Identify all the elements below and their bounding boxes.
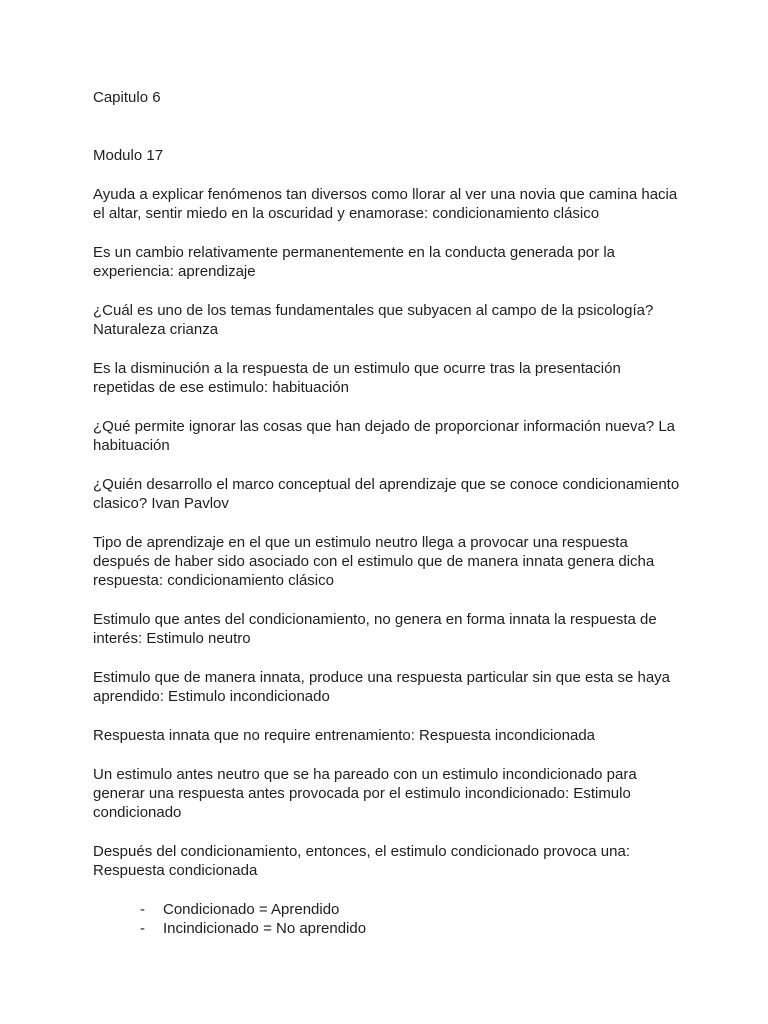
paragraph: ¿Cuál es uno de los temas fundamentales que subyacen al campo de la psicología? Naturaleza crianza <box>93 302 654 338</box>
list-item-text: Incindicionado = No aprendido <box>163 920 367 937</box>
chapter-heading: Capitulo 6 <box>93 89 161 106</box>
paragraph: Estimulo que antes del condicionamiento, no genera en forma innata la respuesta de interés: Estimulo neutro <box>93 611 657 647</box>
paragraph: Un estimulo antes neutro que se ha pareado con un estimulo incondicionado para generar una respuesta antes provocada por el estimulo incondicionado: Estimulo condicionado <box>93 766 637 821</box>
list-marker: - <box>140 920 145 937</box>
paragraph: Tipo de aprendizaje en el que un estimulo neutro llega a provocar una respuesta después de haber sido asociado con el estimulo que de manera innata genera dicha respuesta: condicionamiento clásico <box>93 534 655 589</box>
paragraph: Ayuda a explicar fenómenos tan diversos como llorar al ver una novia que camina hacia el altar, sentir miedo en la oscuridad y enamorase: condicionamiento clásico <box>93 186 678 222</box>
bullet-list <box>93 900 693 938</box>
list-item <box>93 919 693 938</box>
paragraph: Estimulo que de manera innata, produce una respuesta particular sin que esta se haya aprendido: Estimulo incondicionado <box>93 669 671 705</box>
list-item <box>93 900 693 919</box>
paragraph: ¿Qué permite ignorar las cosas que han dejado de proporcionar información nueva? La habituación <box>93 418 676 454</box>
paragraph: ¿Quién desarrollo el marco conceptual del aprendizaje que se conoce condicionamiento clasico? Ivan Pavlov <box>93 476 680 512</box>
paragraph: Es la disminución a la respuesta de un estimulo que ocurre tras la presentación repetidas de ese estimulo: habituación <box>93 360 621 396</box>
spacer <box>93 107 693 146</box>
paragraph: Es un cambio relativamente permanentemente en la conducta generada por la experiencia: aprendizaje <box>93 244 615 280</box>
document-content <box>93 88 693 938</box>
list-item-text: Condicionado = Aprendido <box>163 901 340 918</box>
list-marker: - <box>140 901 145 918</box>
paragraph: Respuesta innata que no require entrenamiento: Respuesta incondicionada <box>93 727 596 744</box>
module-heading: Modulo 17 <box>93 147 164 164</box>
paragraph: Después del condicionamiento, entonces, el estimulo condicionado provoca una: Respuesta condicionada <box>93 843 631 879</box>
